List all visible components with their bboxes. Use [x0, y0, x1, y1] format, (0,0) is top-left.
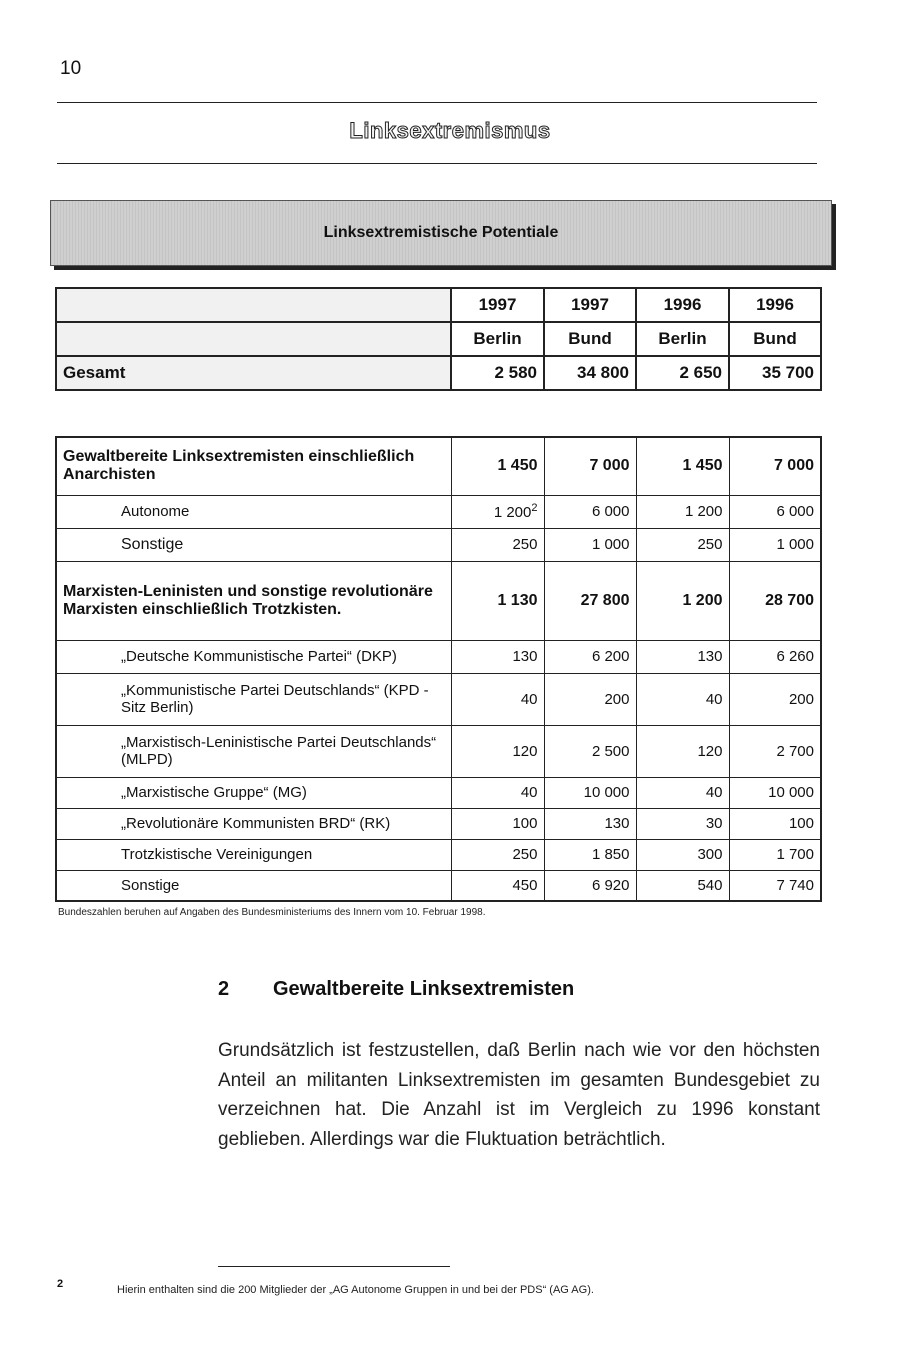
row-label: „Kommunistische Partei Deutschlands“ (KPD - Sitz Berlin): [56, 673, 451, 725]
table-row: [56, 870, 821, 901]
table-row: [56, 808, 821, 839]
table-row: [56, 437, 821, 495]
row-value: 1 700: [729, 839, 821, 870]
row-value: 250: [636, 528, 729, 561]
footnote-text: Hierin enthalten sind die 200 Mitglieder der „AG Autonome Gruppen in und bei der PDS“ (AG AG).: [117, 1284, 594, 1296]
row-value: 40: [636, 777, 729, 808]
row-value: 2 700: [729, 725, 821, 777]
row-value: 1 130: [451, 561, 544, 640]
total-label: Gesamt: [56, 356, 451, 390]
row-value: 1 450: [451, 437, 544, 495]
summary-total-row: [56, 356, 821, 390]
row-value: 40: [451, 673, 544, 725]
section-title: Gewaltbereite Linksextremisten: [273, 978, 575, 1000]
section-banner: [50, 200, 832, 266]
table-row: [56, 725, 821, 777]
row-value: 300: [636, 839, 729, 870]
header-rule-bottom: [57, 163, 817, 164]
footnote-rule: [218, 1266, 450, 1267]
row-label: Sonstige: [56, 870, 451, 901]
total-value: 35 700: [729, 356, 821, 390]
row-label: „Marxistisch-Leninistische Partei Deutschlands“ (MLPD): [56, 725, 451, 777]
summary-year-row: [56, 288, 821, 322]
row-value: 30: [636, 808, 729, 839]
row-value: 1 200: [636, 495, 729, 528]
row-label: Trotzkistische Vereinigungen: [56, 839, 451, 870]
section-heading: [218, 978, 574, 1001]
row-value: 100: [729, 808, 821, 839]
row-value: 200: [544, 673, 636, 725]
row-label: „Deutsche Kommunistische Partei“ (DKP): [56, 640, 451, 673]
running-title: Linksextremismus: [349, 118, 551, 143]
table-row: [56, 640, 821, 673]
row-value: 6 200: [544, 640, 636, 673]
year-header: 1996: [636, 288, 729, 322]
total-value: 34 800: [544, 356, 636, 390]
row-label: Marxisten-Leninisten und sonstige revolutionäre Marxisten einschließlich Trotzkisten.: [56, 561, 451, 640]
table-row: [56, 561, 821, 640]
row-value: 120: [451, 725, 544, 777]
row-value: 6 000: [544, 495, 636, 528]
row-value: 250: [451, 839, 544, 870]
table-row: [56, 528, 821, 561]
row-value: 200: [729, 673, 821, 725]
source-note: Bundeszahlen beruhen auf Angaben des Bundesministeriums des Innern vom 10. Februar 1998.: [58, 907, 486, 918]
row-value: 7 740: [729, 870, 821, 901]
body-paragraph: Grundsätzlich ist festzustellen, daß Berlin nach wie vor den höchsten Anteil an militanten Linksextremisten im gesamten Bundesgebiet zu verzeichnen hat. Die Anzahl ist im Vergleich zu 1996 konstant geblieben. Allerdings war die Fluktuation beträchtlich.: [218, 1040, 820, 1150]
row-value: [451, 495, 544, 528]
summary-corner-cell: [56, 288, 451, 322]
row-label: „Marxistische Gruppe“ (MG): [56, 777, 451, 808]
row-value: 40: [451, 777, 544, 808]
row-value: 6 920: [544, 870, 636, 901]
row-value: 7 000: [544, 437, 636, 495]
year-header: 1996: [729, 288, 821, 322]
row-value: 40: [636, 673, 729, 725]
page-number: 10: [60, 58, 82, 79]
row-value: 27 800: [544, 561, 636, 640]
region-header: Bund: [729, 322, 821, 356]
row-value: 28 700: [729, 561, 821, 640]
row-value: 1 000: [544, 528, 636, 561]
summary-table: [55, 287, 822, 391]
detail-table: [55, 436, 822, 902]
row-value: 7 000: [729, 437, 821, 495]
row-value: 6 260: [729, 640, 821, 673]
row-value: 1 000: [729, 528, 821, 561]
row-value: 100: [451, 808, 544, 839]
row-value: 130: [544, 808, 636, 839]
row-label: Gewaltbereite Linksextremisten einschließlich Anarchisten: [56, 437, 451, 495]
row-value: 450: [451, 870, 544, 901]
region-header: Bund: [544, 322, 636, 356]
row-value: 120: [636, 725, 729, 777]
footnote-ref: 2: [531, 502, 538, 514]
row-value: 6 000: [729, 495, 821, 528]
row-value: 130: [636, 640, 729, 673]
total-value: 2 580: [451, 356, 544, 390]
row-label: „Revolutionäre Kommunisten BRD“ (RK): [56, 808, 451, 839]
summary-corner-cell: [56, 322, 451, 356]
footnote-marker: 2: [57, 1278, 64, 1290]
table-row: [56, 777, 821, 808]
row-value: 10 000: [729, 777, 821, 808]
region-header: Berlin: [451, 322, 544, 356]
row-label: Sonstige: [56, 528, 451, 561]
region-header: Berlin: [636, 322, 729, 356]
section-number: 2: [218, 978, 230, 1000]
row-value: 130: [451, 640, 544, 673]
summary-region-row: [56, 322, 821, 356]
year-header: 1997: [451, 288, 544, 322]
row-value: 1 850: [544, 839, 636, 870]
table-row: [56, 495, 821, 528]
header-rule-top: [57, 102, 817, 103]
row-value: 540: [636, 870, 729, 901]
row-value: 10 000: [544, 777, 636, 808]
row-value: 2 500: [544, 725, 636, 777]
row-value: 1 450: [636, 437, 729, 495]
banner-title: Linksextremistische Potentiale: [323, 224, 559, 241]
row-value: 1 200: [636, 561, 729, 640]
table-row: [56, 673, 821, 725]
row-value: 250: [451, 528, 544, 561]
total-value: 2 650: [636, 356, 729, 390]
value-main: 1 200: [493, 504, 532, 521]
table-row: [56, 839, 821, 870]
year-header: 1997: [544, 288, 636, 322]
row-label: Autonome: [56, 495, 451, 528]
